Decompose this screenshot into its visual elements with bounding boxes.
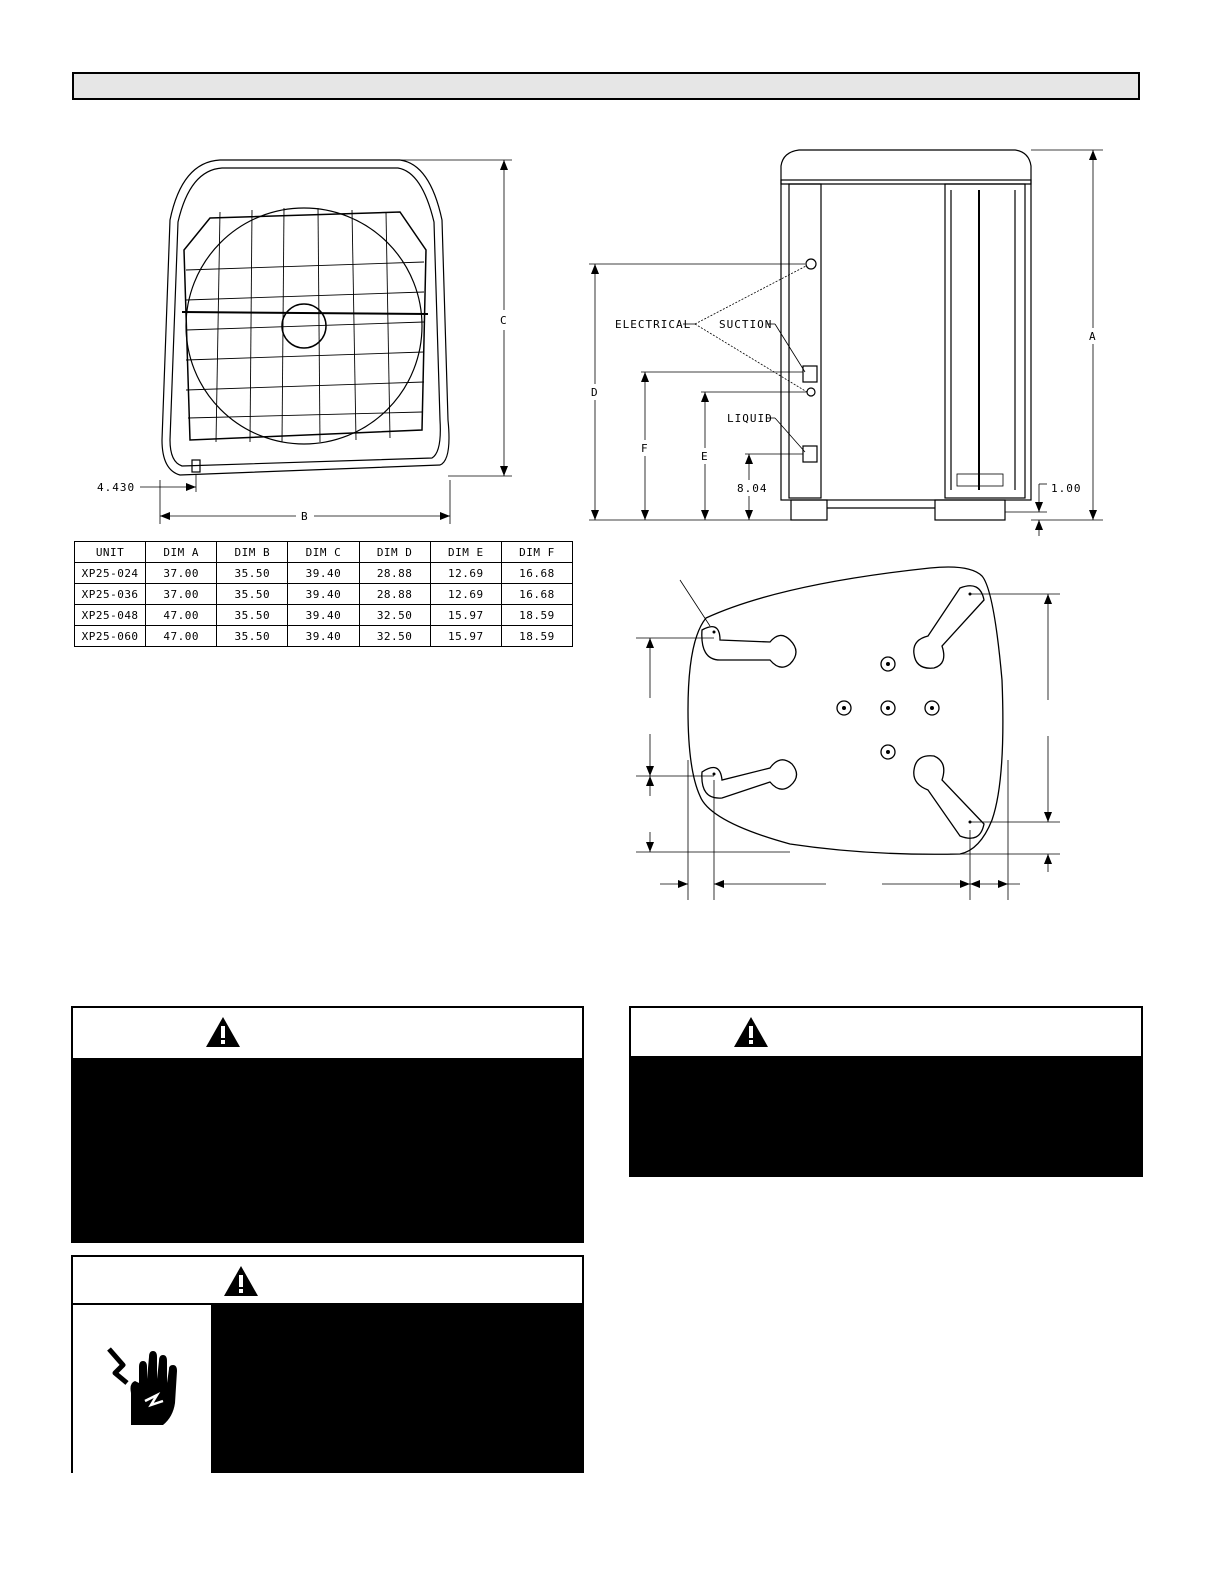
- side-dim-d-label: D: [591, 386, 599, 399]
- warning-body-1: [73, 1060, 582, 1243]
- table-cell: 16.68: [501, 584, 572, 605]
- side-dim-f-label: F: [641, 442, 649, 455]
- table-row: [75, 605, 573, 626]
- table-row: [75, 584, 573, 605]
- table-cell: 39.40: [288, 584, 359, 605]
- table-cell: 39.40: [288, 626, 359, 647]
- front-dim-c-label: C: [500, 314, 508, 327]
- table-row: [75, 626, 573, 647]
- table-cell: XP25-036: [75, 584, 146, 605]
- warning-triangle-icon: [223, 1265, 259, 1297]
- table-header-cell: DIM F: [501, 542, 572, 563]
- suction-callout: SUCTION: [719, 318, 773, 331]
- table-cell: 37.00: [146, 563, 217, 584]
- side-dim-100-label: 1.00: [1051, 482, 1082, 495]
- front-view-drawing: [70, 140, 540, 540]
- table-header-cell: DIM E: [430, 542, 501, 563]
- warning-body-2: [631, 1058, 1141, 1177]
- warning-triangle-icon: [733, 1016, 769, 1048]
- table-cell: 12.69: [430, 563, 501, 584]
- table-cell: 18.59: [501, 605, 572, 626]
- side-dim-e-label: E: [701, 450, 709, 463]
- table-header-cell: DIM A: [146, 542, 217, 563]
- table-cell: 47.00: [146, 626, 217, 647]
- side-dim-804-label: 8.04: [737, 482, 768, 495]
- table-header-cell: DIM C: [288, 542, 359, 563]
- side-dim-a-label: A: [1089, 330, 1097, 343]
- table-cell: XP25-024: [75, 563, 146, 584]
- warning-body-3: [73, 1305, 582, 1473]
- dimension-table: [74, 541, 573, 647]
- table-cell: 35.50: [217, 584, 288, 605]
- base-footprint-drawing: [630, 560, 1070, 905]
- table-cell: 15.97: [430, 605, 501, 626]
- page-title-bar: [72, 72, 1140, 100]
- warning-box-2: [629, 1006, 1143, 1177]
- table-cell: 32.50: [359, 605, 430, 626]
- electrical-callout: ELECTRICAL: [615, 318, 692, 331]
- warning-triangle-icon: [205, 1016, 241, 1048]
- table-header-cell: DIM B: [217, 542, 288, 563]
- liquid-callout: LIQUID: [727, 412, 773, 425]
- table-cell: 18.59: [501, 626, 572, 647]
- warning-box-1: [71, 1006, 584, 1243]
- table-cell: 35.50: [217, 563, 288, 584]
- table-cell: XP25-048: [75, 605, 146, 626]
- table-cell: 47.00: [146, 605, 217, 626]
- table-cell: 28.88: [359, 584, 430, 605]
- table-header-row: [75, 542, 573, 563]
- table-cell: 12.69: [430, 584, 501, 605]
- table-cell: 15.97: [430, 626, 501, 647]
- shock-icon-cell: [73, 1305, 213, 1473]
- table-cell: 16.68: [501, 563, 572, 584]
- front-dim-b-label: B: [301, 510, 309, 523]
- table-cell: XP25-060: [75, 626, 146, 647]
- table-header-cell: DIM D: [359, 542, 430, 563]
- table-cell: 37.00: [146, 584, 217, 605]
- table-cell: 35.50: [217, 605, 288, 626]
- table-cell: 39.40: [288, 605, 359, 626]
- warning-box-3: [71, 1255, 584, 1473]
- side-view-drawing: [585, 140, 1125, 540]
- warning-header-1: [73, 1008, 582, 1060]
- electric-shock-hand-icon: [101, 1343, 181, 1433]
- front-offset-label: 4.430: [97, 481, 136, 494]
- table-cell: 35.50: [217, 626, 288, 647]
- table-cell: 32.50: [359, 626, 430, 647]
- warning-header-2: [631, 1008, 1141, 1058]
- table-cell: 28.88: [359, 563, 430, 584]
- table-header-cell: UNIT: [75, 542, 146, 563]
- table-row: [75, 563, 573, 584]
- warning-header-3: [73, 1257, 582, 1305]
- table-cell: 39.40: [288, 563, 359, 584]
